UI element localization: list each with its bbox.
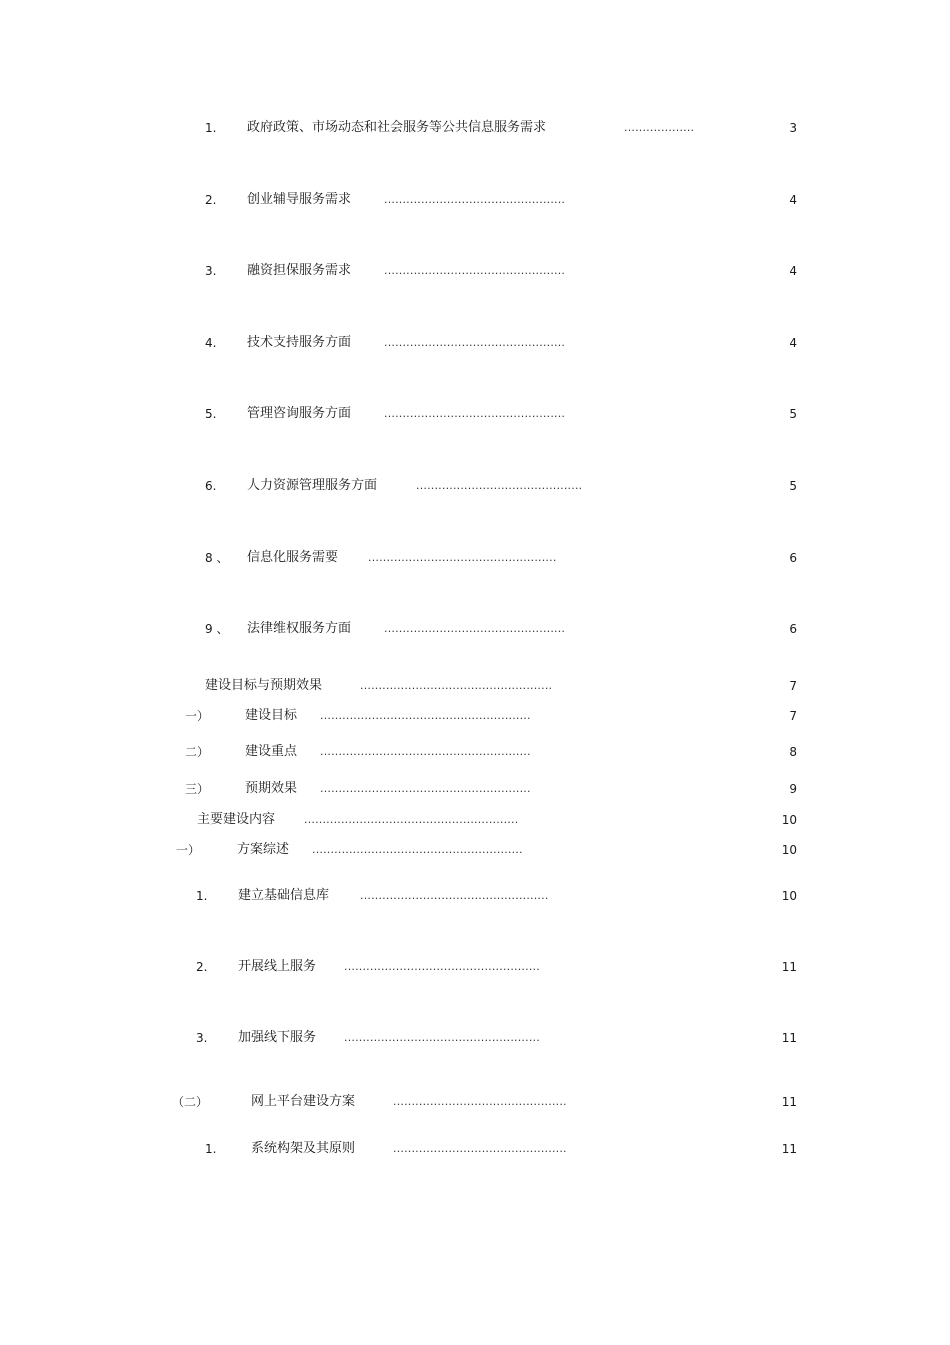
toc-entry-4[interactable] <box>0 333 950 353</box>
toc-entry-page: 8 <box>789 745 797 759</box>
toc-entry-page: 4 <box>789 193 797 207</box>
toc-entry-leader: ............................................... <box>393 1142 567 1155</box>
toc-entry-page: 4 <box>789 336 797 350</box>
toc-entry-title: 方案综述 <box>237 842 290 857</box>
toc-entry-6[interactable] <box>0 476 950 496</box>
toc-entry-3[interactable] <box>0 261 950 281</box>
toc-entry-leader: .................................................... <box>360 679 553 692</box>
toc-entry-content-2-1[interactable] <box>0 1139 950 1159</box>
toc-entry-goals[interactable] <box>0 676 950 696</box>
toc-entry-page: 4 <box>789 264 797 278</box>
toc-entry-page: 6 <box>789 551 797 565</box>
toc-entry-8[interactable] <box>0 548 950 568</box>
toc-entry-number: 1. <box>196 889 208 903</box>
toc-entry-number: 3. <box>196 1031 208 1045</box>
toc-entry-leader: ................................................. <box>384 622 566 635</box>
toc-entry-page: 11 <box>781 1031 797 1045</box>
toc-entry-leader: ............................................. <box>416 479 583 492</box>
toc-entry-title: 加强线下服务 <box>238 1030 317 1045</box>
toc-entry-leader: ......................................................... <box>320 709 531 722</box>
toc-entry-number: 5. <box>205 407 217 421</box>
toc-entry-page: 3 <box>789 121 797 135</box>
toc-entry-page: 10 <box>781 889 797 903</box>
toc-entry-number: 2. <box>196 960 208 974</box>
toc-entry-leader: ............................................... <box>393 1095 567 1108</box>
toc-entry-title: 建设目标与预期效果 <box>205 678 323 693</box>
toc-entry-title: 法律维权服务方面 <box>247 621 352 636</box>
toc-entry-title: 融资担保服务需求 <box>247 263 352 278</box>
toc-entry-title: 预期效果 <box>245 781 298 796</box>
toc-entry-number: 二） <box>185 745 210 759</box>
toc-entry-content-1-2[interactable] <box>0 957 950 977</box>
toc-entry-title: 信息化服务需要 <box>247 550 339 565</box>
toc-entry-page: 5 <box>789 479 797 493</box>
toc-entry-title: 管理咨询服务方面 <box>247 406 352 421</box>
toc-entry-content[interactable] <box>0 810 950 830</box>
toc-entry-page: 9 <box>789 782 797 796</box>
toc-entry-page: 7 <box>789 709 797 723</box>
toc-entry-number: 4. <box>205 336 217 350</box>
toc-entry-title: 开展线上服务 <box>238 959 317 974</box>
toc-entry-leader: ..................................................... <box>344 1031 540 1044</box>
toc-entry-leader: .......................................................... <box>304 813 519 826</box>
toc-entry-content-1[interactable] <box>0 840 950 860</box>
toc-entry-number: 3. <box>205 264 217 278</box>
toc-entry-title: 政府政策、市场动态和社会服务等公共信息服务需求 <box>247 120 547 135</box>
toc-entry-goals-2[interactable] <box>0 742 950 762</box>
toc-entry-9[interactable] <box>0 619 950 639</box>
toc-entry-number: 6. <box>205 479 217 493</box>
toc-entry-page: 11 <box>781 1095 797 1109</box>
toc-entry-page: 10 <box>781 813 797 827</box>
toc-entry-number: （二） <box>172 1095 209 1109</box>
toc-entry-number: 8 、 <box>205 551 229 565</box>
toc-entry-content-2[interactable] <box>0 1092 950 1112</box>
toc-entry-title: 网上平台建设方案 <box>251 1094 356 1109</box>
toc-entry-goals-1[interactable] <box>0 706 950 726</box>
toc-entry-leader: ................................................. <box>384 193 566 206</box>
toc-entry-number: 三） <box>185 782 210 796</box>
toc-entry-title: 人力资源管理服务方面 <box>247 478 378 493</box>
toc-entry-title: 建设重点 <box>245 744 298 759</box>
toc-entry-page: 6 <box>789 622 797 636</box>
toc-entry-number: 1. <box>205 121 217 135</box>
toc-entry-leader: ................................................... <box>368 551 557 564</box>
toc-entry-page: 10 <box>781 843 797 857</box>
toc-entry-leader: ................................................... <box>360 889 549 902</box>
toc-entry-title: 建设目标 <box>245 708 298 723</box>
toc-entry-title: 主要建设内容 <box>197 812 276 827</box>
toc-entry-number: 一） <box>176 843 201 857</box>
toc-entry-title: 系统构架及其原则 <box>251 1141 356 1156</box>
toc-entry-number: 9 、 <box>205 622 229 636</box>
toc-entry-1[interactable] <box>0 118 950 138</box>
toc-entry-page: 7 <box>789 679 797 693</box>
toc-entry-content-1-1[interactable] <box>0 886 950 906</box>
toc-entry-title: 技术支持服务方面 <box>247 335 352 350</box>
toc-entry-page: 11 <box>781 960 797 974</box>
toc-entry-leader: ................................................. <box>384 264 566 277</box>
toc-entry-leader: ................................................. <box>384 336 566 349</box>
toc-entry-number: 1. <box>205 1142 217 1156</box>
toc-entry-number: 一） <box>185 709 210 723</box>
toc-entry-leader: ......................................................... <box>312 843 523 856</box>
toc-entry-page: 5 <box>789 407 797 421</box>
toc-entry-leader: ................................................. <box>384 407 566 420</box>
toc-entry-5[interactable] <box>0 404 950 424</box>
toc-entry-title: 建立基础信息库 <box>238 888 330 903</box>
toc-entry-goals-3[interactable] <box>0 779 950 799</box>
toc-entry-leader: ......................................................... <box>320 782 531 795</box>
toc-entry-content-1-3[interactable] <box>0 1028 950 1048</box>
toc-entry-2[interactable] <box>0 190 950 210</box>
toc-entry-leader: ..................................................... <box>344 960 540 973</box>
toc-entry-leader: ......................................................... <box>320 745 531 758</box>
toc-entry-number: 2. <box>205 193 217 207</box>
toc-entry-title: 创业辅导服务需求 <box>247 192 352 207</box>
toc-entry-page: 11 <box>781 1142 797 1156</box>
toc-entry-leader: ................... <box>624 121 695 134</box>
